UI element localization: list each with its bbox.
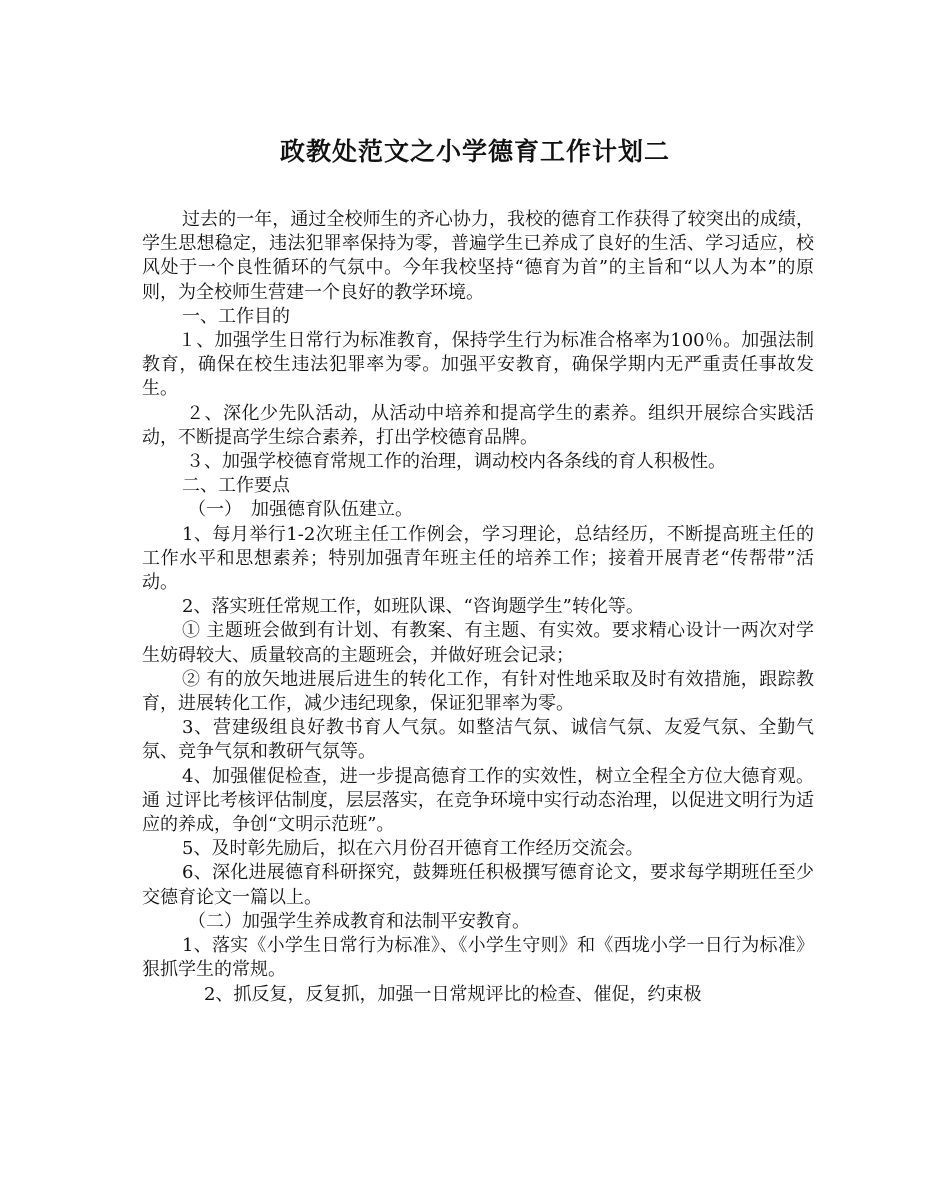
- paragraph-goal-1: １、加强学生日常行为标准教育，保持学生行为标准合格率为100％。加强法制教育，确保在校生违法犯罪率为零。加强平安教育，确保学期内无严重责任事故发生。: [142, 330, 814, 400]
- document-body: [142, 208, 814, 1007]
- paragraph-item-3: 3、营建级组良好教书育人气氛。如整洁气氛、诚信气氛、友爱气氛、全勤气氛、竞争气氛和教研气氛等。: [142, 717, 814, 763]
- paragraph-goal-3: ３、加强学校德育常规工作的治理，调动校内各条线的育人积极性。: [186, 451, 726, 473]
- paragraph-subitem-b: ② 有的放矢地进展后进生的转化工作，有针对性地采取及时有效措施，跟踪教育，进展转化工作，减少违纪现象，保证犯罪率为零。: [142, 668, 814, 715]
- subsection-heading-1: （一） 加强德育队伍建立。: [188, 499, 413, 521]
- paragraph-intro: 过去的一年，通过全校师生的齐心协力，我校的德育工作获得了较突出的成绩，学生思想稳定，违法犯罪率保持为零，普遍学生已养成了良好的生活、学习适应，校风处于一个良性循环的气氛中。今年我校坚持“德育为首”的主旨和“以人为本”的原则，为全校师生营建一个良好的教学环境。: [142, 209, 814, 303]
- paragraph-subitem-a: ① 主题班会做到有计划、有教案、有主题、有实效。要求精心设计一两次对学生妨碍较大、质量较高的主题班会，并做好班会记录；: [142, 620, 814, 666]
- paragraph-item-4: 4、加强催促检查，进一步提高德育工作的实效性，树立全程全方位大德育观。通 过评比考核评估制度，层层落实，在竞争环境中实行动态治理，以促进文明行为适应的养成，争创“文明示范班”。: [142, 765, 814, 836]
- section-heading-key-points: 二、工作要点: [182, 475, 290, 497]
- section-heading-goals: 一、工作目的: [182, 305, 290, 327]
- paragraph-item-6: 6、深化进展德育科研探究，鼓舞班任积极撰写德育论文，要求每学期班任至少交德育论文一篇以上。: [142, 862, 814, 908]
- subsection-heading-2: （二）加强学生养成教育和法制平安教育。: [188, 910, 530, 932]
- paragraph-item-5: 5、及时彰先励后，拟在六月份召开德育工作经历交流会。: [182, 838, 644, 860]
- paragraph-item-2: 2、落实班任常规工作，如班队课、“咨询题学生”转化等。: [182, 596, 644, 618]
- paragraph-goal-2: ２、深化少先队活动，从活动中培养和提高学生的素养。组织开展综合实践活动，不断提高学生综合素养，打出学校德育品牌。: [142, 402, 814, 448]
- paragraph-item-1: 1、每月举行1-2次班主任工作例会，学习理论，总结经历，不断提高班主任的工作水平和思想素养；特别加强青年班主任的培养工作；接着开展青老“传帮带”活动。: [142, 523, 814, 594]
- paragraph-item-8: 2、抓反复，反复抓，加强一日常规评比的检查、催促，约束极: [204, 983, 702, 1005]
- paragraph-item-7: 1、落实《小学生日常行为标准》、《小学生守则》和《西垅小学一日行为标准》狠抓学生的常规。: [142, 935, 814, 981]
- document-title: 政教处范文之小学德育工作计划二: [279, 137, 670, 166]
